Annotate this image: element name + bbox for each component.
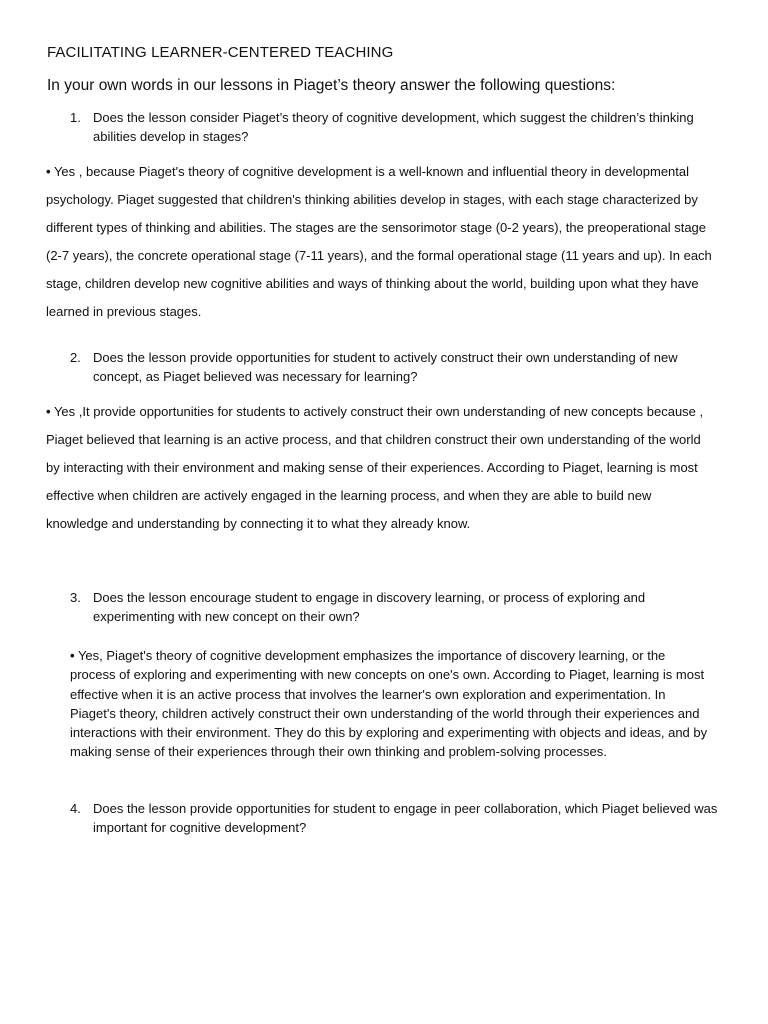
question-2-number: 2. — [70, 350, 81, 365]
question-1-text: Does the lesson consider Piaget’s theory of cognitive development, which suggest the children’s thinking abilities develop in stages? — [93, 110, 694, 144]
question-2 — [70, 348, 720, 386]
question-1-number: 1. — [70, 110, 81, 125]
document-title: FACILITATING LEARNER-CENTERED TEACHING — [47, 44, 394, 61]
document-intro: In your own words in our lessons in Piaget’s theory answer the following questions: — [47, 77, 616, 94]
bullet-icon: • — [46, 164, 51, 179]
answer-3-text: Yes, Piaget's theory of cognitive development emphasizes the importance of discovery learning, or the process of exploring and experimenting with new concepts on one's own. According to Piaget, learning is most effective when it is an active process that involves the learner's own exploration and experimentation. In Piaget's theory, children actively construct their own understanding of the world through their experiences and interactions with their environment. They do this by exploring and experimenting with objects and ideas, and by making sense of their experiences through their own thinking and problem-solving processes. — [70, 648, 708, 760]
bullet-icon: • — [46, 404, 51, 419]
answer-1 — [46, 158, 716, 326]
bullet-icon: • — [70, 648, 75, 663]
question-3-number: 3. — [70, 590, 81, 605]
question-4 — [70, 799, 720, 837]
answer-2-text: Yes ,It provide opportunities for students to actively construct their own understanding of new concepts because , Piaget believed that learning is an active process, and that children construct their own understanding of the world by interacting with their environment and making sense of their experiences. According to Piaget, learning is most effective when children are actively engaged in the learning process, and when they are able to build new knowledge and understanding by connecting it to what they already know. — [46, 404, 704, 531]
answer-2 — [46, 398, 716, 538]
question-3-text: Does the lesson encourage student to engage in discovery learning, or process of exploring and experimenting with new concept on their own? — [93, 590, 646, 624]
answer-3 — [70, 646, 710, 762]
question-2-text: Does the lesson provide opportunities for student to actively construct their own understanding of new concept, as Piaget believed was necessary for learning? — [93, 350, 678, 384]
answer-1-text: Yes , because Piaget's theory of cognitive development is a well-known and influential theory in developmental psychology. Piaget suggested that children's thinking abilities develop in stages, with each stage characterized by different types of thinking and abilities. The stages are the sensorimotor stage (0-2 years), the preoperational stage (2-7 years), the concrete operational stage (7-11 years), and the formal operational stage (11 years and up). In each stage, children develop new cognitive abilities and ways of thinking about the world, building upon what they have learned in previous stages. — [46, 164, 712, 319]
question-4-text: Does the lesson provide opportunities for student to engage in peer collaboration, which Piaget believed was important for cognitive development? — [93, 801, 718, 835]
question-4-number: 4. — [70, 801, 81, 816]
question-3 — [70, 588, 720, 626]
question-1 — [70, 108, 720, 146]
